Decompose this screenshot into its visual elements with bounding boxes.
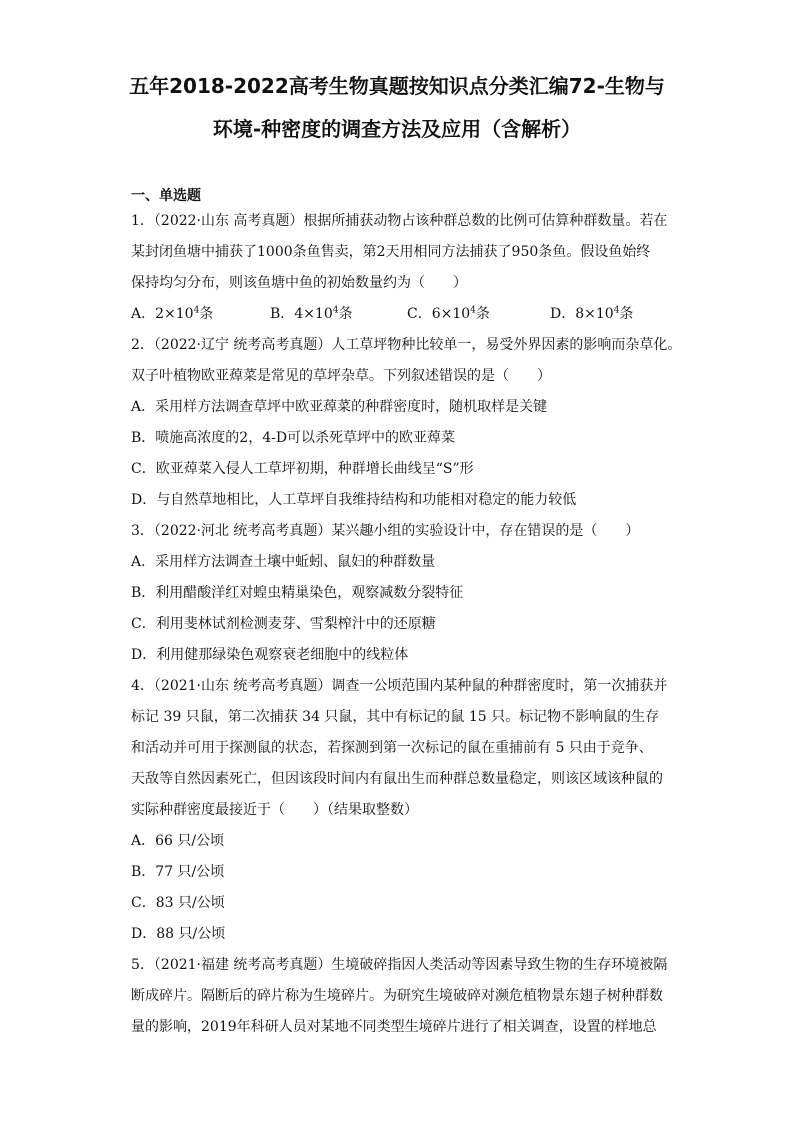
question-1-option-c: C．$6\times 10^4$条: [407, 305, 490, 322]
question-3-option-a: A．采用样方法调查土壤中蚯蚓、鼠妇的种群数量: [131, 554, 436, 570]
question-5-line-2: 断成碎片。隔断后的碎片称为生境碎片。为研究生境破碎对濒危植物景东翅子树种群数: [131, 988, 663, 1004]
question-1-line-1: 1．（2022·山东 高考真题）根据所捕获动物占该种群总数的比例可估算种群数量。若在: [131, 213, 668, 229]
question-1-option-a: A．$2\times 10^4$条: [131, 305, 214, 322]
question-4-option-d: D．88 只/公顷: [131, 926, 226, 942]
question-4-option-b: B．77 只/公顷: [131, 864, 225, 880]
question-1-line-3: 保持均匀分布，则该鱼塘中鱼的初始数量约为（ ）: [131, 275, 467, 291]
question-1-option-d: D．$8\times 10^4$条: [550, 305, 634, 322]
question-3-option-b: B．利用醋酸洋红对蝗虫精巢染色，观察减数分裂特征: [131, 585, 464, 601]
question-4-line-4: 天敌等自然因素死亡，但因该段时间内有鼠出生而种群总数量稳定，则该区域该种鼠的: [131, 771, 663, 787]
question-4-option-c: C．83 只/公顷: [131, 895, 225, 911]
question-2-option-a: A．采用样方法调查草坪中欧亚蔊菜的种群密度时，随机取样是关键: [131, 399, 548, 415]
question-4-line-5: 实际种群密度最接近于（ ）（结果取整数）: [131, 802, 418, 818]
question-3-line-1: 3．（2022·河北 统考高考真题）某兴趣小组的实验设计中，存在错误的是（ ）: [131, 523, 640, 539]
question-1-option-b: B．$4\times 10^4$条: [270, 305, 353, 322]
question-2-option-b: B．喷施高浓度的2，4-D可以杀死草坪中的欧亚蔊菜: [131, 430, 456, 446]
document-title-line-2: 环境-种密度的调查方法及应用（含解析）: [212, 117, 582, 141]
question-4-line-1: 4．（2021·山东 统考高考真题）调查一公顷范围内某种鼠的种群密度时，第一次捕获并: [131, 678, 668, 694]
question-2-line-2: 双子叶植物欧亚蔊菜是常见的草坪杂草。下列叙述错误的是（ ）: [131, 368, 551, 384]
question-5-line-1: 5．（2021·福建 统考高考真题）生境破碎指因人类活动等因素导致生物的生存环境被隔: [131, 957, 668, 973]
question-4-line-2: 标记 39 只鼠，第二次捕获 34 只鼠，其中有标记的鼠 15 只。标记物不影响鼠的生存: [131, 709, 660, 725]
question-3-option-d: D．利用健那绿染色观察衰老细胞中的线粒体: [131, 647, 409, 663]
question-1-line-2: 某封闭鱼塘中捕获了1000条鱼售卖，第2天用相同方法捕获了950条鱼。假设鱼始终: [131, 244, 651, 260]
section-heading: 一、单选题: [131, 188, 201, 204]
question-4-line-3: 和活动并可用于探测鼠的状态，若探测到第一次标记的鼠在重捕前有 5 只由于竞争、: [131, 740, 653, 756]
question-4-option-a: A．66 只/公顷: [131, 833, 225, 849]
question-3-option-c: C．利用斐林试剂检测麦芽、雪梨榨汁中的还原糖: [131, 616, 436, 632]
question-2-option-c: C．欧亚蔊菜入侵人工草坪初期，种群增长曲线呈“S”形: [131, 461, 474, 477]
question-2-line-1: 2．（2022·辽宁 统考高考真题）人工草坪物种比较单一，易受外界因素的影响而杂草化。: [131, 337, 682, 353]
question-2-option-d: D．与自然草地相比，人工草坪自我维持结构和功能相对稳定的能力较低: [131, 492, 577, 508]
question-5-line-3: 量的影响，2019年科研人员对某地不同类型生境碎片进行了相关调查，设置的样地总: [131, 1019, 657, 1035]
document-title-line-1: 五年2018-2022高考生物真题按知识点分类汇编72-生物与: [129, 74, 665, 98]
